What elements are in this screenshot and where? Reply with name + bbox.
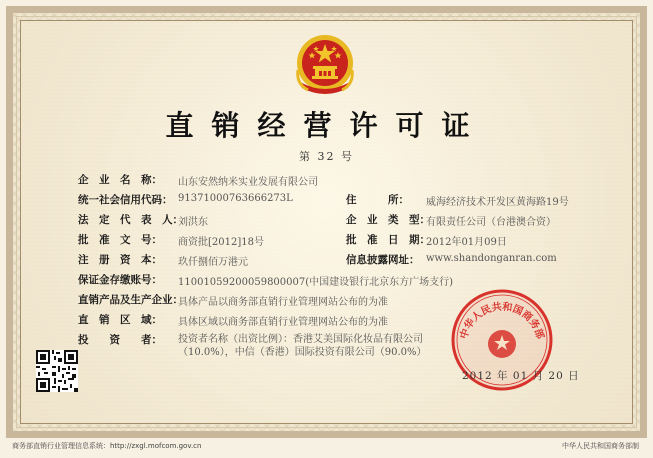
certificate-title: 直销经营许可证 — [165, 109, 488, 142]
qr-code-icon — [36, 350, 78, 392]
region-value: 具体区域以商务部直销行业管理网站公布的为准 — [178, 317, 388, 328]
deposit-account-value: 11001059200059800007(中国建设银行北京东方广场支行) — [178, 277, 454, 288]
products-label: 直销产品及生产企业： — [78, 294, 183, 306]
footer-website: 商务部直销行业管理信息系统：http://zxgl.mofcom.gov.cn — [12, 442, 202, 450]
address-label: 住 所： — [346, 194, 409, 206]
credit-code-label: 统一社会信用代码： — [78, 194, 173, 206]
investors-label: 投 资 者： — [78, 334, 162, 346]
legal-rep-label: 法 定 代 表 人： — [78, 214, 183, 226]
website-value: www.shandonganran.com — [426, 253, 557, 264]
approval-date-value: 2012年01月09日 — [426, 237, 507, 248]
issue-date: 2012 年 01 月 20 日 — [462, 370, 580, 382]
footer-issuer: 中华人民共和国商务部制 — [562, 442, 639, 450]
company-name-label: 企 业 名 称： — [78, 174, 162, 186]
company-type-value: 有限责任公司（台港澳合资） — [426, 217, 556, 228]
address-value: 威海经济技术开发区黄海路19号 — [426, 197, 569, 208]
certificate-number: 第 32 号 — [299, 150, 354, 163]
approval-date-label: 批 准 日 期： — [346, 234, 430, 246]
credit-code-value: 91371000763666273L — [178, 193, 293, 204]
approval-doc-label: 批 准 文 号： — [78, 234, 162, 246]
deposit-account-label: 保证金存缴账号： — [78, 274, 162, 286]
legal-rep-value: 刘洪东 — [178, 217, 208, 228]
approval-doc-value: 商资批[2012]18号 — [178, 237, 264, 248]
reg-capital-value: 玖仟捌佰万港元 — [178, 257, 248, 268]
investors-value: 投资者名称（出资比例）：香港艾美国际化妆品有限公司（10.0%），中信（香港）国际投资有限公司（90.0%） — [178, 334, 427, 358]
region-label: 直 销 区 域： — [78, 314, 162, 326]
reg-capital-label: 注 册 资 本： — [78, 254, 162, 266]
products-value: 具体产品以商务部直销行业管理网站公布的为准 — [178, 297, 388, 308]
seal-text: 中华人民共和国商务部 — [458, 301, 546, 341]
company-type-label: 企 业 类 型： — [346, 214, 430, 226]
website-label: 信息披露网址： — [346, 254, 420, 266]
company-name-value: 山东安然纳米实业发展有限公司 — [178, 177, 318, 188]
national-emblem-icon — [288, 30, 362, 100]
